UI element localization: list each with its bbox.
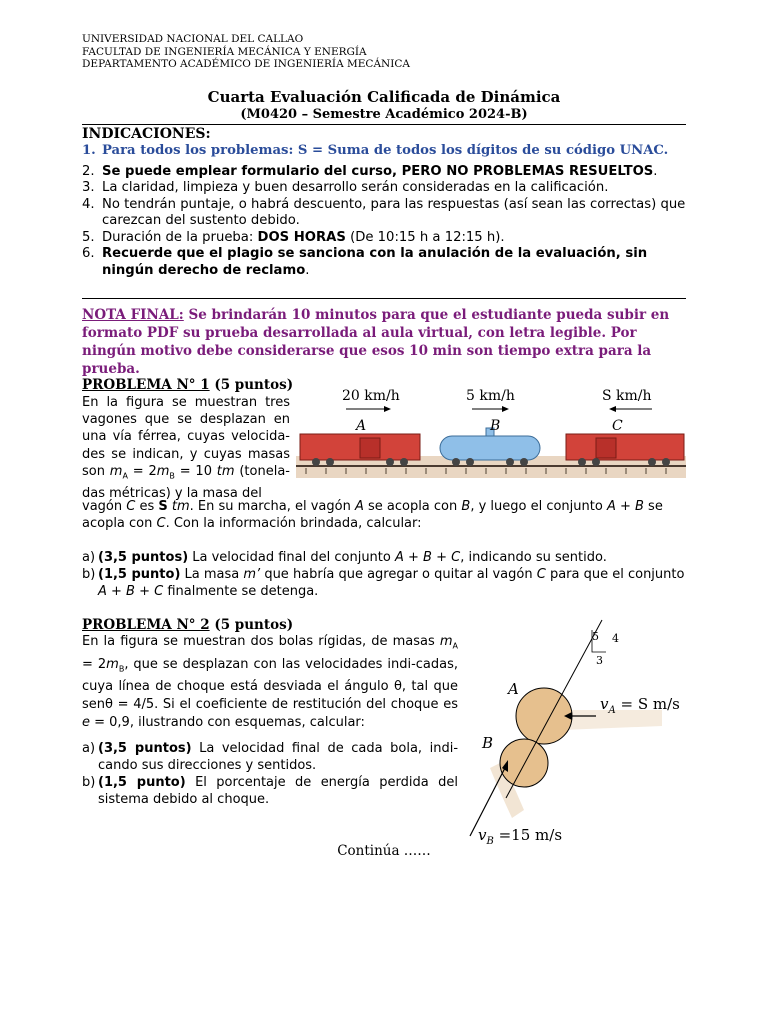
- exam-title: Cuarta Evaluación Calificada de Dinámica: [207, 88, 561, 106]
- slope-rise-label: 4: [612, 632, 619, 645]
- velocity-b-label: $v_B =15$ m/s: [478, 826, 563, 846]
- slope-hyp-label: 5: [592, 630, 599, 643]
- railcars-figure: [296, 382, 688, 484]
- ball-a-label: A: [508, 680, 519, 698]
- department-name: DEPARTAMENTO ACADÉMICO DE INGENIERÍA MECÁNICA: [82, 58, 410, 70]
- university-name: UNIVERSIDAD NACIONAL DEL CALLAO: [82, 33, 304, 45]
- exam-subtitle: (M0420 – Semestre Académico 2024-B): [240, 107, 528, 122]
- title-rule: [82, 124, 686, 125]
- problem-1-heading: PROBLEMA N° 1 (5 puntos): [82, 377, 294, 393]
- question-b: b) (1,5 punto) El porcentaje de energía perdida del sistema debido al choque.: [82, 775, 458, 807]
- car-b-label: B: [490, 418, 501, 434]
- problem-1-statement: En la figura se muestran tres vagones que se desplazan en una vía férrea, cuyas velocida-des se indican, y cuyas masas son $m_A = 2m_B = 10$ tm (tonela-das métricas) y la masa del: [82, 395, 290, 501]
- problem-1-questions: [82, 549, 688, 600]
- arrow-right-icon: [384, 406, 391, 412]
- velocity-a-label: 20 km/h: [342, 388, 400, 404]
- list-item: 1. Para todos los problemas: S = Suma de todos los dígitos de su código UNAC.: [82, 143, 669, 158]
- indicaciones-rule: [82, 298, 686, 299]
- problem-2-statement: En la figura se muestran dos bolas rígidas, de masas $m_A = 2m_B$, que se desplazan con las velocidades indi-cadas, cuya línea de choque está desviada el ángulo θ, tal que senθ = 4/5. Si el coeficiente de restitución del choque es e = 0,9, ilustrando con esquemas, calcular:: [82, 634, 458, 731]
- velocity-a-label: $v_A = S$ m/s: [600, 695, 680, 716]
- question-b: b) (1,5 punto) La masa m’ que habría que agregar o quitar al vagón C para que el conjunto A + B + C finalmente se detenga.: [82, 567, 685, 599]
- institution-header: [82, 33, 410, 71]
- ball-b-label: B: [482, 734, 494, 752]
- list-item: 2. Se puede emplear formulario del curso, PERO NO PROBLEMAS RESUELTOS.: [82, 163, 658, 179]
- list-item: 6. Recuerde que el plagio se sanciona con la anulación de la evaluación, sin ningún derecho de reclamo.: [82, 246, 648, 278]
- collision-figure: [462, 618, 688, 846]
- list-item: 4. No tendrán puntaje, o habrá descuento, para las respuestas (así sean las correctas) que carezcan del sustento debido.: [82, 196, 686, 228]
- problem-1-statement-cont: vagón C es S tm. En su marcha, el vagón A se acopla con B, y luego el conjunto A + B se acopla con C. Con la información brindada, calcular:: [82, 499, 663, 532]
- list-item: 3. La claridad, limpieza y buen desarrollo serán consideradas en la calificación.: [82, 180, 609, 195]
- car-a-label: A: [356, 418, 367, 434]
- arrow-right-icon: [502, 406, 509, 412]
- continue-note: Continúa ……: [337, 843, 431, 859]
- indicaciones-list: [82, 143, 688, 279]
- problem-2-questions: [82, 740, 458, 808]
- car-c-label: C: [612, 418, 623, 434]
- list-item: 5. Duración de la prueba: DOS HORAS (De 10:15 h a 12:15 h).: [82, 229, 505, 245]
- slope-run-label: 3: [596, 654, 603, 667]
- problem-2-heading: PROBLEMA N° 2 (5 puntos): [82, 617, 294, 633]
- faculty-name: FACULTAD DE INGENIERÍA MECÁNICA Y ENERGÍA: [82, 45, 367, 58]
- velocity-b-label: 5 km/h: [466, 388, 515, 404]
- arrow-left-icon: [609, 406, 616, 412]
- ball-a: [516, 688, 572, 744]
- velocity-c-label: S km/h: [602, 388, 652, 404]
- indicaciones-heading: INDICACIONES:: [82, 126, 211, 142]
- question-a: a) (3,5 puntos) La velocidad final del conjunto A + B + C, indicando su sentido.: [82, 550, 607, 565]
- nota-final: NOTA FINAL: Se brindarán 10 minutos para que el estudiante pueda subir en formato PDF su prueba desarrollada al aula virtual, con letra legible. Por ningún motivo debe considerarse que esos 10 min son tiempo extra para la prueba.: [82, 307, 670, 377]
- question-a: a) (3,5 puntos) La velocidad final de cada bola, indi-cando sus direcciones y sentidos.: [82, 741, 459, 773]
